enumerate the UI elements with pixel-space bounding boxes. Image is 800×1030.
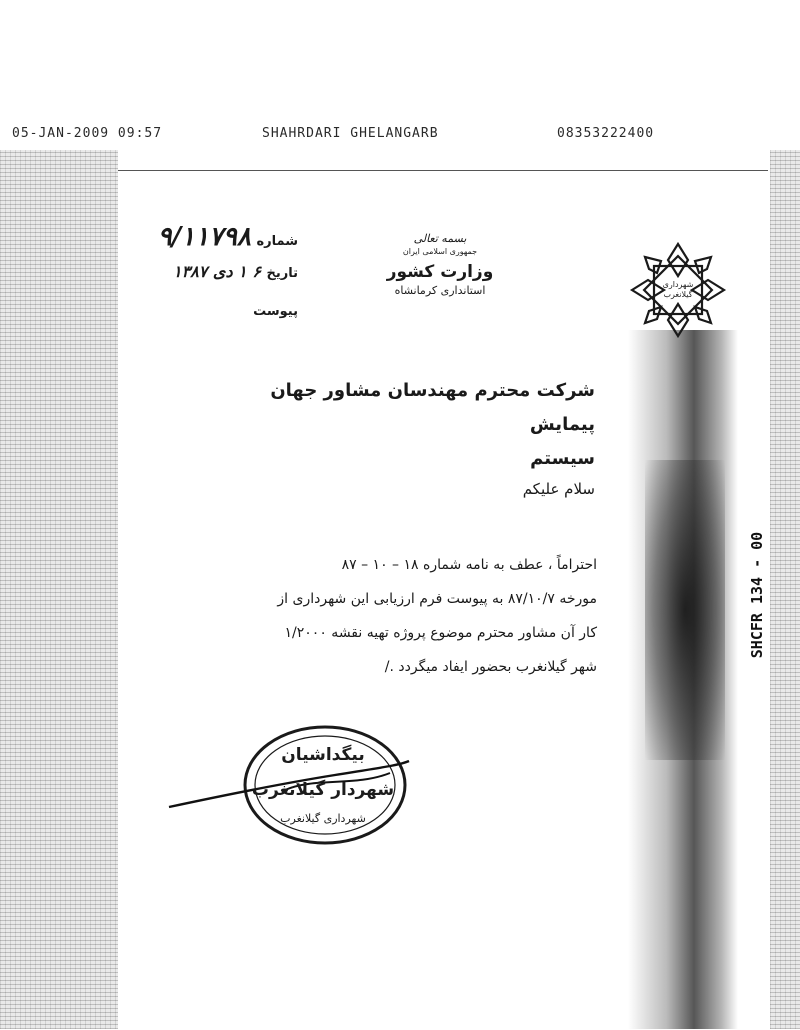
fax-datetime: 05-JAN-2009 09:57: [12, 126, 163, 141]
letter-date: [118, 262, 298, 281]
scan-dark-core: [645, 460, 725, 760]
document-code-text: SHCFR 134 - 00: [748, 531, 766, 659]
letter-date-label: تاریخ: [266, 266, 298, 281]
signatory-name: بیگداشیان: [281, 745, 365, 765]
letter-number: [118, 222, 298, 252]
body-line-1: احتراماً ، عطف به نامه شماره ۱۸ – ۱۰ – ۸۷: [341, 557, 597, 573]
letter-attachment-label: پیوست: [253, 304, 298, 319]
letter-date-value: ۶ ۱ دی ۱۳۸۷: [172, 262, 261, 281]
letterhead: [370, 232, 510, 297]
recipient-line-1: شرکت محترم مهندسان مشاور جهان پیمایش: [270, 380, 595, 435]
letter-number-label: شماره: [256, 234, 298, 249]
greeting: سلام علیکم: [522, 480, 595, 498]
body-line-2: مورخه ۸۷/۱۰/۷ به پیوست فرم ارزیابی این شهرداری از: [277, 591, 597, 607]
recipient-line-2: سیستم: [530, 448, 595, 469]
seal-text: شهرداری گیلانغرب: [280, 812, 366, 825]
fax-sender: SHAHRDARI GHELANGARB: [262, 126, 439, 141]
scan-noise-left: [0, 150, 118, 1029]
body-line-4: شهر گیلانغرب بحضور ایفاد میگردد ./: [384, 659, 597, 675]
fax-header: [12, 126, 782, 148]
ministry-name: وزارت کشور: [386, 262, 494, 282]
signatory-title: شهردار گیلانغرب: [251, 780, 395, 800]
scan-noise-right: [770, 150, 800, 1029]
basmala: بسمه تعالی: [413, 232, 467, 245]
governorate-name: استانداری کرمانشاه: [394, 284, 486, 297]
body-line-3: کار آن مشاور محترم موضوع پروژه تهیه نقشه ۱/۲۰۰۰: [284, 625, 597, 641]
recipient: [225, 374, 595, 476]
letter-number-value: ۹/۱۱۷۹۸: [157, 222, 251, 252]
letter-attachment: [118, 300, 298, 319]
republic-name: جمهوری اسلامی ایران: [402, 247, 478, 256]
logo-text: شهرداری گیلانغرب: [662, 280, 694, 299]
document-code: [748, 531, 766, 659]
letter-body: [222, 548, 597, 684]
fax-phone: 08353222400: [557, 126, 655, 141]
